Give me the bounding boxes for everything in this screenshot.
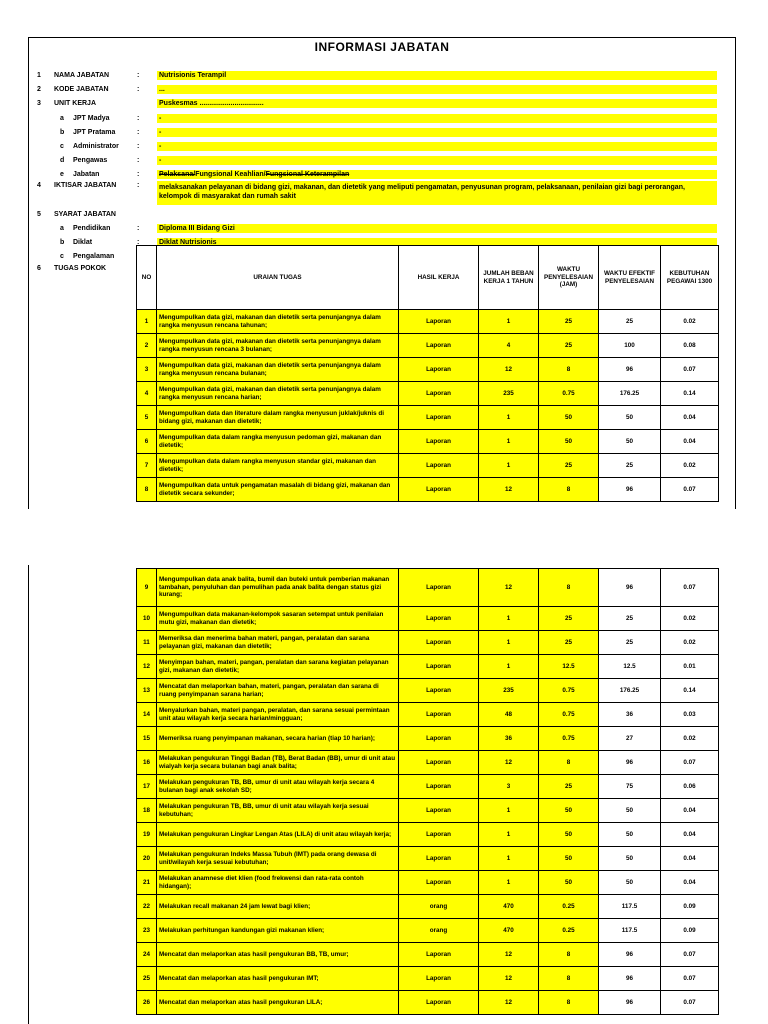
task-text: Mengumpulkan data gizi, makanan dan dietetik serta penunjangnya dalam rangka menyusun rencana tahunan; bbox=[157, 310, 399, 334]
task-hasil: Laporan bbox=[399, 430, 479, 454]
table-row bbox=[137, 310, 719, 334]
task-no: 21 bbox=[137, 871, 157, 895]
task-hasil: Laporan bbox=[399, 871, 479, 895]
page-title: INFORMASI JABATAN bbox=[314, 40, 450, 54]
task-kebutuhan: 0.04 bbox=[661, 430, 719, 454]
task-waktu: 25 bbox=[539, 454, 599, 478]
table-row bbox=[137, 847, 719, 871]
task-text: Menyimpan bahan, materi, pangan, peralatan dan sarana kegiatan pelayanan gizi, makanan dan dietetik; bbox=[157, 655, 399, 679]
task-jumlah: 470 bbox=[479, 895, 539, 919]
task-text: Memeriksa dan menerima bahan materi, pangan, peralatan dan sarana pelayanan gizi, makanan dan dietetik; bbox=[157, 631, 399, 655]
task-text: Memeriksa ruang penyimpanan makanan, secara harian (tiap 10 harian); bbox=[157, 727, 399, 751]
header-waktu: WAKTU PENYELESAIAN (JAM) bbox=[539, 246, 599, 310]
table-row bbox=[137, 751, 719, 775]
task-jumlah: 470 bbox=[479, 919, 539, 943]
task-efektif: 25 bbox=[599, 454, 661, 478]
task-jumlah: 1 bbox=[479, 406, 539, 430]
task-waktu: 8 bbox=[539, 991, 599, 1015]
task-text: Mengumpulkan data anak balita, bumil dan buteki untuk pemberian makanan tambahan, penyuluhan dan pemulihan pada anak balita dengan status gizi kurang; bbox=[157, 569, 399, 607]
task-kebutuhan: 0.07 bbox=[661, 569, 719, 607]
task-efektif: 50 bbox=[599, 430, 661, 454]
task-no: 9 bbox=[137, 569, 157, 607]
task-hasil: Laporan bbox=[399, 406, 479, 430]
task-waktu: 0.25 bbox=[539, 919, 599, 943]
task-jumlah: 1 bbox=[479, 799, 539, 823]
table-row bbox=[137, 454, 719, 478]
task-text: Mencatat dan melaporkan bahan, materi, pangan, peralatan dan sarana di ruang penyimpanan sarana harian; bbox=[157, 679, 399, 703]
task-no: 19 bbox=[137, 823, 157, 847]
header-jumlah: JUMLAH BEBAN KERJA 1 TAHUN bbox=[479, 246, 539, 310]
task-jumlah: 36 bbox=[479, 727, 539, 751]
task-kebutuhan: 0.02 bbox=[661, 631, 719, 655]
task-jumlah: 3 bbox=[479, 775, 539, 799]
task-waktu: 25 bbox=[539, 310, 599, 334]
task-hasil: Laporan bbox=[399, 751, 479, 775]
task-no: 20 bbox=[137, 847, 157, 871]
task-jumlah: 4 bbox=[479, 334, 539, 358]
task-hasil: Laporan bbox=[399, 334, 479, 358]
task-hasil: Laporan bbox=[399, 679, 479, 703]
task-kebutuhan: 0.04 bbox=[661, 799, 719, 823]
task-no: 6 bbox=[137, 430, 157, 454]
task-jumlah: 1 bbox=[479, 823, 539, 847]
task-no: 12 bbox=[137, 655, 157, 679]
page-2-left-border bbox=[28, 565, 29, 1024]
task-text: Melakukan pengukuran TB, BB, umur di unit atau wilayah kerja secara 4 bulanan bagi anak sekolah SD; bbox=[157, 775, 399, 799]
header-hasil: HASIL KERJA bbox=[399, 246, 479, 310]
task-no: 26 bbox=[137, 991, 157, 1015]
task-waktu: 8 bbox=[539, 751, 599, 775]
task-kebutuhan: 0.09 bbox=[661, 895, 719, 919]
task-waktu: 50 bbox=[539, 847, 599, 871]
task-jumlah: 1 bbox=[479, 631, 539, 655]
task-hasil: orang bbox=[399, 895, 479, 919]
task-kebutuhan: 0.02 bbox=[661, 727, 719, 751]
task-no: 15 bbox=[137, 727, 157, 751]
table-row bbox=[137, 607, 719, 631]
task-no: 17 bbox=[137, 775, 157, 799]
task-text: Melakukan pengukuran TB, BB, umur di unit atau wilayah kerja sesuai kebutuhan; bbox=[157, 799, 399, 823]
tasks-table-2 bbox=[136, 568, 719, 1015]
task-waktu: 25 bbox=[539, 334, 599, 358]
task-efektif: 96 bbox=[599, 569, 661, 607]
task-no: 3 bbox=[137, 358, 157, 382]
table-row bbox=[137, 871, 719, 895]
task-kebutuhan: 0.02 bbox=[661, 310, 719, 334]
task-kebutuhan: 0.02 bbox=[661, 607, 719, 631]
task-no: 13 bbox=[137, 679, 157, 703]
task-no: 23 bbox=[137, 919, 157, 943]
task-kebutuhan: 0.02 bbox=[661, 454, 719, 478]
table-row bbox=[137, 631, 719, 655]
task-waktu: 0.75 bbox=[539, 727, 599, 751]
task-waktu: 25 bbox=[539, 631, 599, 655]
task-efektif: 50 bbox=[599, 799, 661, 823]
task-kebutuhan: 0.06 bbox=[661, 775, 719, 799]
task-jumlah: 12 bbox=[479, 569, 539, 607]
header-no: NO bbox=[137, 246, 157, 310]
task-efektif: 96 bbox=[599, 991, 661, 1015]
task-hasil: Laporan bbox=[399, 358, 479, 382]
task-waktu: 25 bbox=[539, 607, 599, 631]
tasks-table-1 bbox=[136, 245, 719, 502]
task-no: 8 bbox=[137, 478, 157, 502]
task-efektif: 96 bbox=[599, 943, 661, 967]
task-kebutuhan: 0.07 bbox=[661, 751, 719, 775]
task-no: 2 bbox=[137, 334, 157, 358]
task-jumlah: 235 bbox=[479, 679, 539, 703]
task-hasil: Laporan bbox=[399, 703, 479, 727]
task-efektif: 75 bbox=[599, 775, 661, 799]
task-efektif: 96 bbox=[599, 967, 661, 991]
table-row bbox=[137, 655, 719, 679]
task-no: 24 bbox=[137, 943, 157, 967]
task-jumlah: 1 bbox=[479, 871, 539, 895]
task-hasil: Laporan bbox=[399, 631, 479, 655]
nama-jabatan-value: Nutrisionis Terampil bbox=[157, 71, 717, 80]
table-row bbox=[137, 943, 719, 967]
table-row bbox=[137, 967, 719, 991]
task-text: Mengumpulkan data gizi, makanan dan dietetik serta penunjangnya dalam rangka menyusun rencana harian; bbox=[157, 382, 399, 406]
task-waktu: 50 bbox=[539, 430, 599, 454]
task-efektif: 117.5 bbox=[599, 895, 661, 919]
task-hasil: Laporan bbox=[399, 310, 479, 334]
task-efektif: 117.5 bbox=[599, 919, 661, 943]
task-no: 1 bbox=[137, 310, 157, 334]
page-1: INFORMASI JABATAN 1 NAMA JABATAN : Nutrisionis Terampil 2 KODE JABATAN : ... 3 UNIT KERJA Puskesmas ................................. a JPT Madya : - b JPT Pratama : - c Administrator : - d Pengawas : - e Jabatan : Pelaksana/Fungsional Keahlian/Fungsional Keterampilan 4 IKTISAR JABATAN : melaksanakan pelayanan di bidang gizi, makanan, dan dietetik yang meliputi pengamatan, penyusunan program, pelaksanaan, penilaian gizi bagi perorangan, kelompok di masyarakat dan rumah sakit 5 SYARAT JABATAN a Pendidikan : Diploma III Bidang Gizi b Diklat : Diklat Nutrisionis c Pengalaman 6 TUGAS POKOK bbox=[28, 37, 736, 509]
task-efektif: 50 bbox=[599, 823, 661, 847]
task-no: 16 bbox=[137, 751, 157, 775]
task-kebutuhan: 0.07 bbox=[661, 358, 719, 382]
task-text: Mengumpulkan data makanan-kelompok sasaran setempat untuk penilaian mutu gizi, makanan dan dietetik; bbox=[157, 607, 399, 631]
task-no: 14 bbox=[137, 703, 157, 727]
task-jumlah: 12 bbox=[479, 943, 539, 967]
task-no: 10 bbox=[137, 607, 157, 631]
table-row bbox=[137, 703, 719, 727]
task-kebutuhan: 0.07 bbox=[661, 991, 719, 1015]
task-waktu: 50 bbox=[539, 823, 599, 847]
table-row bbox=[137, 430, 719, 454]
table-row bbox=[137, 382, 719, 406]
table-row bbox=[137, 478, 719, 502]
task-efektif: 25 bbox=[599, 631, 661, 655]
table-row bbox=[137, 919, 719, 943]
task-kebutuhan: 0.03 bbox=[661, 703, 719, 727]
task-text: Mengumpulkan data gizi, makanan dan dietetik serta penunjangnya dalam rangka menyusun rencana 3 bulanan; bbox=[157, 334, 399, 358]
header-kebutuhan: KEBUTUHAN PEGAWAI 1300 bbox=[661, 246, 719, 310]
table-row bbox=[137, 679, 719, 703]
task-jumlah: 1 bbox=[479, 655, 539, 679]
task-waktu: 8 bbox=[539, 943, 599, 967]
task-waktu: 12.5 bbox=[539, 655, 599, 679]
task-text: Mencatat dan melaporkan atas hasil pengukuran LILA; bbox=[157, 991, 399, 1015]
task-text: Melakukan pengukuran Lingkar Lengan Atas (LILA) di unit atau wilayah kerja; bbox=[157, 823, 399, 847]
task-efektif: 96 bbox=[599, 358, 661, 382]
task-kebutuhan: 0.07 bbox=[661, 943, 719, 967]
task-hasil: Laporan bbox=[399, 727, 479, 751]
task-waktu: 8 bbox=[539, 569, 599, 607]
task-kebutuhan: 0.14 bbox=[661, 679, 719, 703]
header-uraian: URAIAN TUGAS bbox=[157, 246, 399, 310]
table-row bbox=[137, 569, 719, 607]
task-text: Melakukan pengukuran Indeks Massa Tubuh (IMT) pada orang dewasa di unit/wilayah kerja sesuai kebutuhan; bbox=[157, 847, 399, 871]
task-hasil: Laporan bbox=[399, 569, 479, 607]
task-efektif: 50 bbox=[599, 406, 661, 430]
task-jumlah: 12 bbox=[479, 478, 539, 502]
task-efektif: 25 bbox=[599, 607, 661, 631]
task-kebutuhan: 0.09 bbox=[661, 919, 719, 943]
task-jumlah: 1 bbox=[479, 847, 539, 871]
table-row bbox=[137, 358, 719, 382]
table-row bbox=[137, 991, 719, 1015]
task-waktu: 8 bbox=[539, 478, 599, 502]
task-text: Mencatat dan melaporkan atas hasil pengukuran IMT; bbox=[157, 967, 399, 991]
task-waktu: 8 bbox=[539, 967, 599, 991]
task-efektif: 50 bbox=[599, 871, 661, 895]
task-text: Melakukan pengukuran Tinggi Badan (TB), Berat Badan (BB), umur di unit atau wialyah kerja secara bulanan bagi anak balita; bbox=[157, 751, 399, 775]
task-jumlah: 12 bbox=[479, 751, 539, 775]
task-efektif: 50 bbox=[599, 847, 661, 871]
task-no: 11 bbox=[137, 631, 157, 655]
task-efektif: 100 bbox=[599, 334, 661, 358]
header-efektif: WAKTU EFEKTIF PENYELESAIAN bbox=[599, 246, 661, 310]
task-jumlah: 235 bbox=[479, 382, 539, 406]
task-no: 5 bbox=[137, 406, 157, 430]
unit-kerja-value: Puskesmas ................................. bbox=[157, 99, 717, 108]
task-hasil: Laporan bbox=[399, 478, 479, 502]
task-hasil: Laporan bbox=[399, 799, 479, 823]
task-no: 7 bbox=[137, 454, 157, 478]
task-hasil: Laporan bbox=[399, 823, 479, 847]
table-row bbox=[137, 334, 719, 358]
task-waktu: 0.25 bbox=[539, 895, 599, 919]
task-waktu: 0.75 bbox=[539, 679, 599, 703]
task-jumlah: 12 bbox=[479, 967, 539, 991]
task-kebutuhan: 0.04 bbox=[661, 871, 719, 895]
iktisar-value: melaksanakan pelayanan di bidang gizi, makanan, dan dietetik yang meliputi pengamatan, penyusunan program, pelaksanaan, penilaian gizi bagi perorangan, kelompok di masyarakat dan rumah sakit bbox=[157, 181, 717, 205]
table-row bbox=[137, 406, 719, 430]
task-text: Melakukan anamnese diet klien (food frekwensi dan rata-rata contoh hidangan); bbox=[157, 871, 399, 895]
task-efektif: 27 bbox=[599, 727, 661, 751]
task-text: Mencatat dan melaporkan atas hasil pengukuran BB, TB, umur; bbox=[157, 943, 399, 967]
table-row bbox=[137, 823, 719, 847]
task-kebutuhan: 0.07 bbox=[661, 478, 719, 502]
task-kebutuhan: 0.08 bbox=[661, 334, 719, 358]
task-kebutuhan: 0.04 bbox=[661, 406, 719, 430]
task-text: Mengumpulkan data dalam rangka menyusun standar gizi, makanan dan dietetik; bbox=[157, 454, 399, 478]
task-efektif: 96 bbox=[599, 478, 661, 502]
task-jumlah: 1 bbox=[479, 454, 539, 478]
task-waktu: 0.75 bbox=[539, 382, 599, 406]
task-text: Melakukan recall makanan 24 jam lewat bagi klien; bbox=[157, 895, 399, 919]
task-hasil: Laporan bbox=[399, 775, 479, 799]
task-waktu: 25 bbox=[539, 775, 599, 799]
task-jumlah: 1 bbox=[479, 310, 539, 334]
task-waktu: 50 bbox=[539, 871, 599, 895]
task-hasil: Laporan bbox=[399, 991, 479, 1015]
task-no: 25 bbox=[137, 967, 157, 991]
task-jumlah: 12 bbox=[479, 991, 539, 1015]
table-row bbox=[137, 775, 719, 799]
kode-jabatan-value: ... bbox=[157, 85, 717, 94]
task-text: Mengumpulkan data dan literature dalam rangka menyusun juklak/juknis di bidang gizi, makanan dan dietetik; bbox=[157, 406, 399, 430]
task-kebutuhan: 0.01 bbox=[661, 655, 719, 679]
task-efektif: 36 bbox=[599, 703, 661, 727]
table-row bbox=[137, 895, 719, 919]
task-text: Mengumpulkan data untuk pengamatan masalah di bidang gizi, makanan dan dietetik secara sekunder; bbox=[157, 478, 399, 502]
table-row bbox=[137, 727, 719, 751]
task-waktu: 50 bbox=[539, 406, 599, 430]
task-no: 4 bbox=[137, 382, 157, 406]
task-hasil: Laporan bbox=[399, 967, 479, 991]
task-text: Mengumpulkan data gizi, makanan dan dietetik serta penunjangnya dalam rangka menyusun rencana bulanan; bbox=[157, 358, 399, 382]
task-jumlah: 1 bbox=[479, 430, 539, 454]
task-hasil: orang bbox=[399, 919, 479, 943]
task-no: 18 bbox=[137, 799, 157, 823]
task-waktu: 8 bbox=[539, 358, 599, 382]
task-jumlah: 12 bbox=[479, 358, 539, 382]
task-waktu: 50 bbox=[539, 799, 599, 823]
task-efektif: 25 bbox=[599, 310, 661, 334]
task-hasil: Laporan bbox=[399, 607, 479, 631]
task-text: Mengumpulkan data dalam rangka menyusun pedoman gizi, makanan dan dietetik; bbox=[157, 430, 399, 454]
task-kebutuhan: 0.04 bbox=[661, 823, 719, 847]
task-kebutuhan: 0.04 bbox=[661, 847, 719, 871]
task-hasil: Laporan bbox=[399, 454, 479, 478]
task-hasil: Laporan bbox=[399, 382, 479, 406]
task-text: Menyalurkan bahan, materi pangan, peralatan, dan sarana sesuai permintaan unit atau wilayah kerja secara harian/mingguan; bbox=[157, 703, 399, 727]
task-efektif: 176.25 bbox=[599, 679, 661, 703]
task-text: Melakukan perhitungan kandungan gizi makanan klien; bbox=[157, 919, 399, 943]
task-jumlah: 1 bbox=[479, 607, 539, 631]
task-efektif: 96 bbox=[599, 751, 661, 775]
task-efektif: 176.25 bbox=[599, 382, 661, 406]
task-hasil: Laporan bbox=[399, 847, 479, 871]
task-jumlah: 48 bbox=[479, 703, 539, 727]
task-hasil: Laporan bbox=[399, 943, 479, 967]
task-hasil: Laporan bbox=[399, 655, 479, 679]
task-waktu: 0.75 bbox=[539, 703, 599, 727]
task-no: 22 bbox=[137, 895, 157, 919]
task-efektif: 12.5 bbox=[599, 655, 661, 679]
task-kebutuhan: 0.14 bbox=[661, 382, 719, 406]
table-row bbox=[137, 799, 719, 823]
task-kebutuhan: 0.07 bbox=[661, 967, 719, 991]
